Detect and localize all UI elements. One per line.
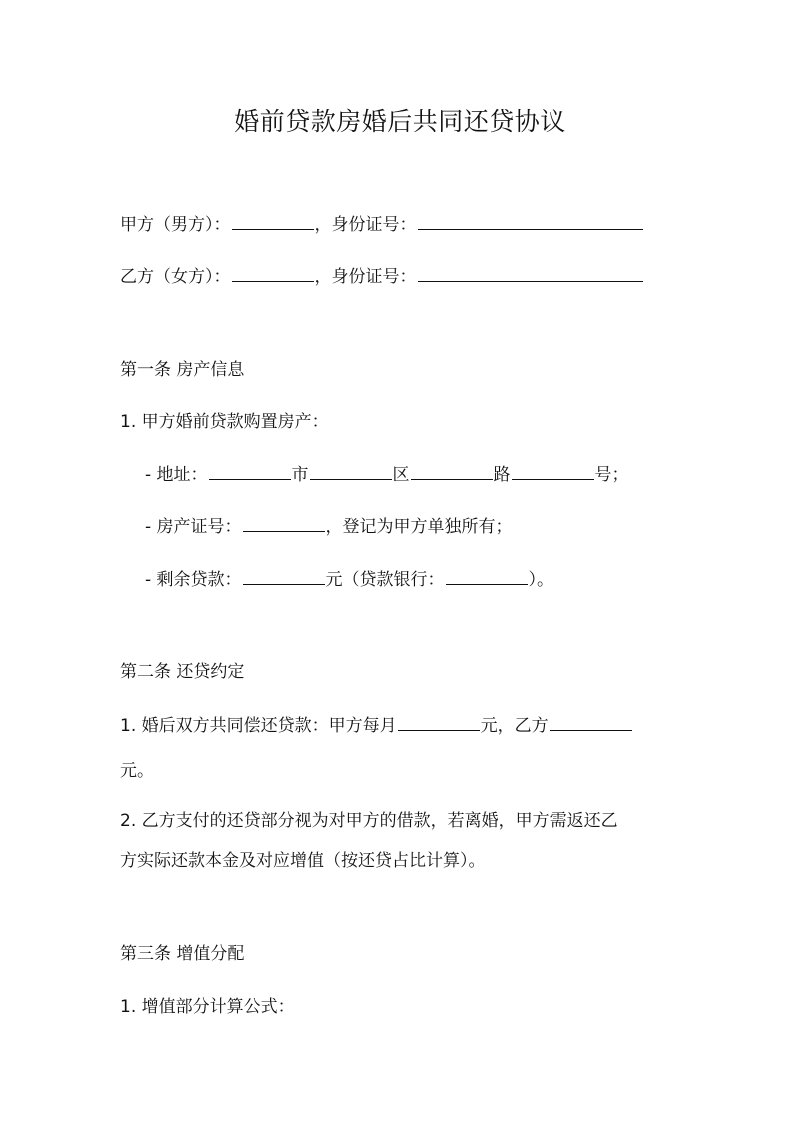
address-road-blank — [411, 462, 493, 480]
cert-prefix: - 房产证号： — [145, 517, 242, 537]
party-b-line — [120, 264, 644, 290]
article2-item1-end: 元。 — [120, 761, 154, 781]
address-number-blank — [512, 462, 594, 480]
article2-heading: 第二条 还贷约定 — [120, 662, 245, 682]
party-b-id-blank — [418, 264, 643, 282]
address-city-label: 市 — [291, 465, 309, 485]
loan-suffix: ）。 — [528, 570, 555, 590]
party-b-monthly-blank — [550, 713, 632, 731]
article3-heading: 第三条 增值分配 — [120, 944, 245, 964]
loan-bank-blank — [446, 567, 528, 585]
cert-number-blank — [243, 514, 325, 532]
party-a-id-blank — [418, 212, 643, 230]
address-city-blank — [209, 462, 291, 480]
party-a-label: 甲方（男方）： — [120, 215, 231, 235]
party-a-name-blank — [232, 212, 314, 230]
article3-item1: 1. 增值部分计算公式： — [120, 997, 295, 1017]
article1-cert-line — [145, 514, 513, 540]
party-b-name-blank — [232, 264, 314, 282]
article1-heading: 第一条 房产信息 — [120, 360, 245, 380]
article1-item1: 1. 甲方婚前贷款购置房产： — [120, 412, 329, 432]
party-a-monthly-blank — [398, 713, 480, 731]
article1-address-line — [145, 462, 629, 488]
article2-item1-mid: 元，乙方 — [480, 716, 549, 736]
loan-prefix: - 剩余贷款： — [145, 570, 242, 590]
address-road-label: 路 — [493, 465, 511, 485]
article2-item2-line2: 方实际还款本金及对应增值（按还贷占比计算）。 — [120, 851, 486, 871]
loan-yuan: 元（贷款银行： — [325, 570, 445, 590]
cert-suffix: ，登记为甲方单独所有； — [325, 517, 513, 537]
party-b-id-label: ，身份证号： — [314, 267, 417, 287]
address-district-label: 区 — [392, 465, 410, 485]
article2-item1-prefix: 1. 婚后双方共同偿还贷款：甲方每月 — [120, 716, 397, 736]
party-a-line — [120, 212, 644, 238]
party-b-label: 乙方（女方）： — [120, 267, 231, 287]
loan-amount-blank — [243, 567, 325, 585]
address-prefix: - 地址： — [145, 465, 208, 485]
article1-loan-line — [145, 567, 554, 593]
article2-item1-line1 — [120, 713, 633, 739]
address-district-blank — [310, 462, 392, 480]
address-number-label: 号； — [594, 465, 629, 485]
article2-item2-line1: 2. 乙方支付的还贷部分视为对甲方的借款，若离婚，甲方需返还乙 — [120, 811, 618, 831]
party-a-id-label: ，身份证号： — [314, 215, 417, 235]
document-title: 婚前贷款房婚后共同还贷协议 — [234, 107, 566, 136]
